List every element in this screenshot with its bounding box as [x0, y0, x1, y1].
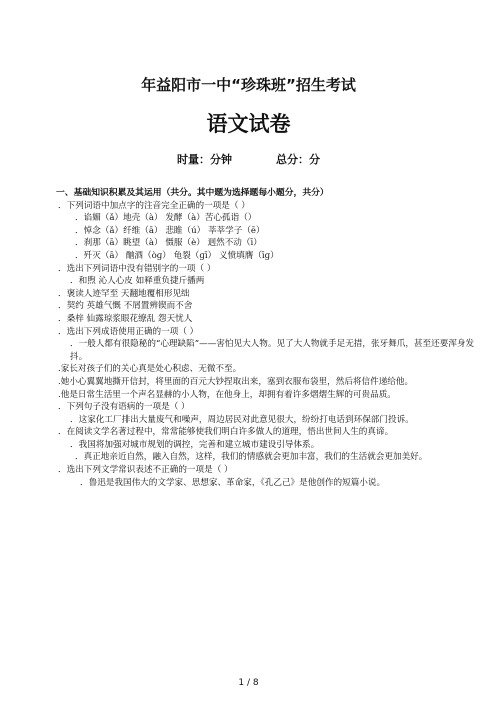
exam-title: 年益阳市一中“珍珠班”招生考试: [141, 76, 356, 94]
text-line: ．和煦 沁人心皮 如释重负捷斤播两: [70, 276, 205, 287]
text-line: ．桑梓 仙露琼浆眼花缭乱 怨天忧人: [58, 313, 193, 324]
section-heading: 一、基础知识积累及其运用（共分。其中题为选择题每小题分，共分）: [56, 188, 329, 198]
text-line: ．我国将加强对城市规划的调控，完善和建立城市建设引导体系。: [70, 439, 320, 450]
text-line: ．下列词语中加点字的注音完全正确的一项是（ ）: [58, 200, 250, 211]
score-label: 总分：分: [276, 153, 320, 166]
text-line: ．歼灭（ā） 酗酒（òɡ） 龟裂（ɡī） 义愤填膺（īɡ）: [75, 250, 279, 261]
exam-meta: [0, 151, 497, 167]
text-line: ．契约 英雄气慨 不屑置辨锲而不舍: [58, 301, 193, 312]
text-line: ．下列句子没有语病的一项是（ ）: [58, 402, 190, 413]
text-line: ．悼念（ǎ）纤维（ā） 悲睢（ú） 莘莘学子（ē）: [75, 225, 265, 236]
exam-subtitle: 语文试卷: [206, 112, 291, 136]
text-line: ．在阅读文学名著过程中，常常能够使我们明白许多做人的道理，悟出世间人生的真谛。: [58, 427, 394, 438]
text-line: ．选出下列成语使用正确的一项（ ）: [58, 326, 199, 337]
text-line: .家长对孩子们的关心真是处心积虑、无微不至。: [58, 364, 242, 375]
time-label: 时量：分钟: [177, 153, 232, 166]
text-line: .他是日常生活里一个声名显赫的小人物，在他身上，却拥有着许多熠熠生辉的可贵品质。: [58, 389, 396, 400]
page-number: 1 / 8: [238, 678, 259, 688]
text-line: ．选出下列文学常识表述不正确的一项是（ ）: [58, 465, 233, 476]
exam-body: [58, 187, 476, 489]
text-line: .她小心翼翼地撕开信封，将里面的百元大钞捏取出来，塞到衣服布袋里，然后将信件递给他。: [58, 376, 414, 387]
text-line: ．刹那（ā）眺望（à） 慑服（è） 迥然不动（ī）: [75, 238, 262, 249]
text-line: ．一般人都有很隐秘的“心理缺陷”——害怕见大人物。见了大人物就手足无措，张牙舞爪，甚至还要浑身发抖。: [70, 339, 475, 362]
text-line: ．真正地亲近自然，融入自然，这样，我们的情感就会更加丰富，我们的生活就会更加美好。: [75, 452, 428, 463]
text-line: ．褒读人迹罕至 天翻地覆相形见绌: [58, 288, 190, 299]
text-line: ．选出下列词语中没有错别字的一项（ ）: [58, 263, 216, 274]
text-line: ．这家化工厂排出大量废气和噪声，周边居民对此意见很大，纷纷打电话到环保部门投诉。: [70, 414, 414, 425]
text-line: ．谄媚（ǎ）地壳（à） 发酵（à）苦心孤诣（）: [75, 213, 257, 224]
text-line: ．鲁迅是我国伟大的文学家、思想家、革命家，《孔乙己》是他创作的短篇小说。: [80, 477, 386, 488]
